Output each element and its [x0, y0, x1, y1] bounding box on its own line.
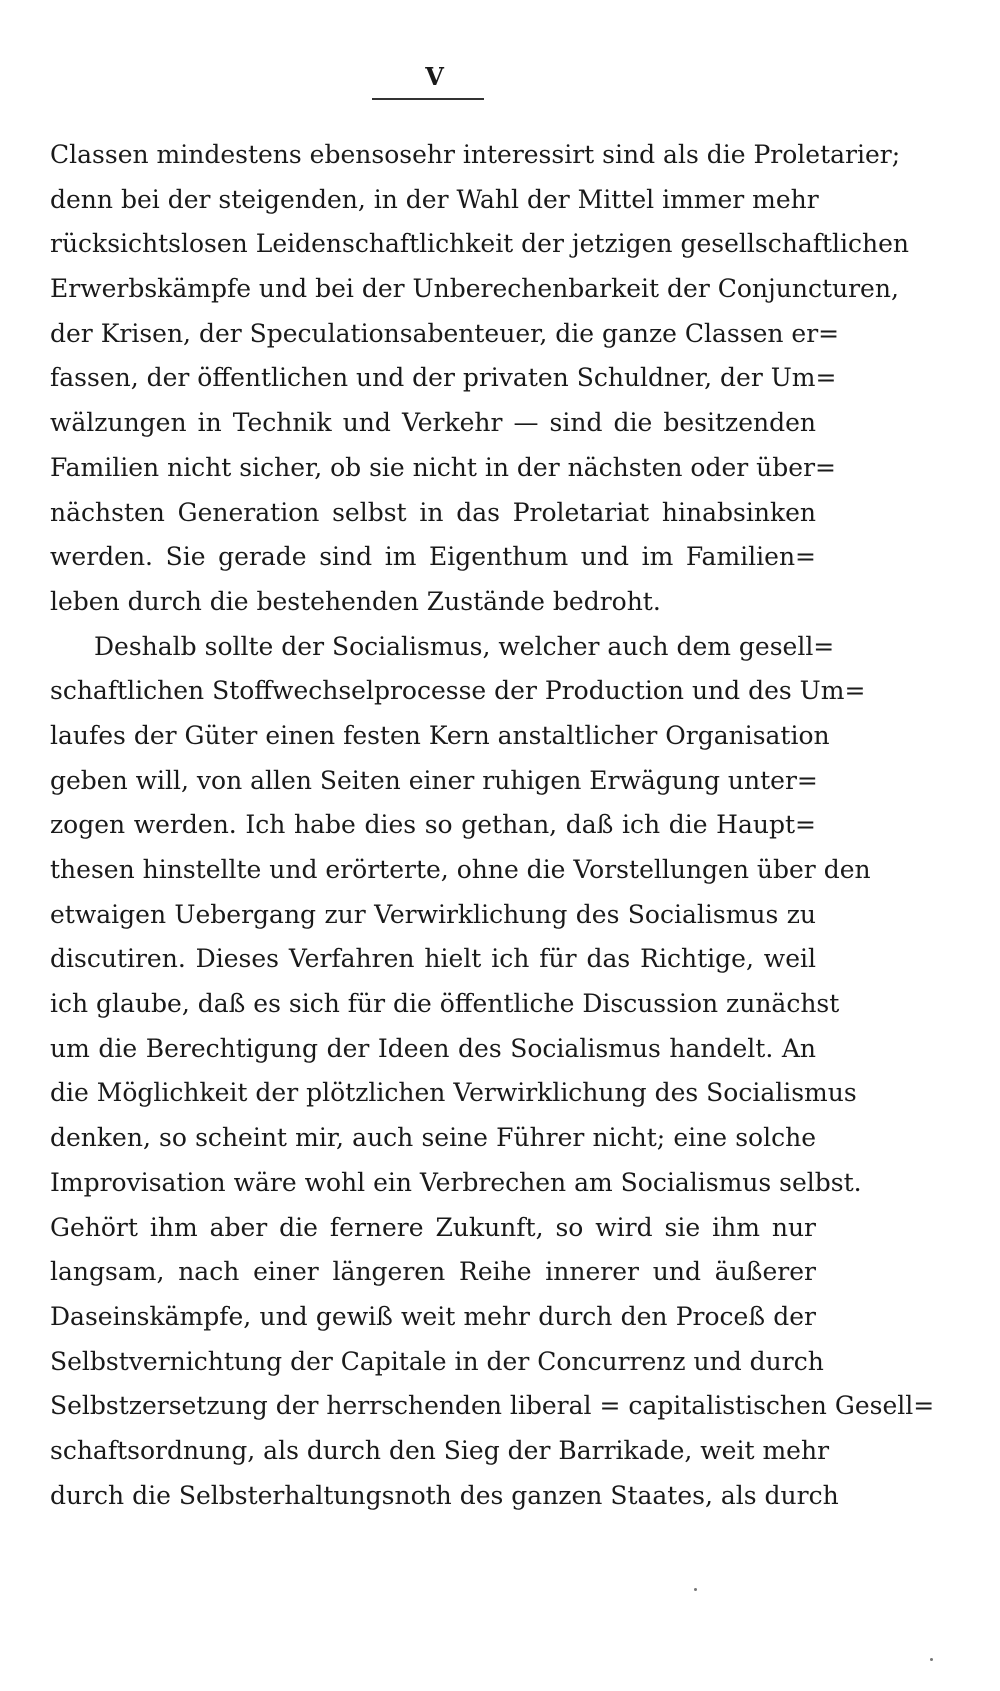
paragraph [50, 133, 910, 625]
text-line: Daseinskämpfe, und gewiß weit mehr durch den Proceß der [50, 1301, 816, 1331]
text-line: Gehört ihm aber die fernere Zukunft, so wird sie ihm nur [50, 1212, 816, 1242]
paragraph [50, 625, 935, 1519]
text-line: leben durch die bestehenden Zustände bedroht. [50, 586, 661, 616]
text-line: der Krisen, der Speculationsabenteuer, die ganze Classen er= [50, 318, 840, 348]
text-line: fassen, der öffentlichen und der privaten Schuldner, der Um= [50, 363, 837, 393]
text-line: Classen mindestens ebensosehr interessirt sind als die Proletarier; [50, 140, 901, 169]
text-line: werden. Sie gerade sind im Eigenthum und im Familien= [50, 542, 816, 572]
text-line: nächsten Generation selbst in das Proletariat hinabsinken [50, 497, 816, 527]
page-number: V [425, 62, 445, 91]
text-line: wälzungen in Technik und Verkehr — sind die besitzenden [50, 408, 816, 438]
text-line: zogen werden. Ich habe dies so gethan, daß ich die Haupt= [50, 810, 816, 840]
scan-speck [694, 1588, 697, 1591]
text-line: Deshalb sollte der Socialismus, welcher auch dem gesell= [94, 631, 835, 661]
text-line: Selbstvernichtung der Capitale in der Concurrenz und durch [50, 1346, 824, 1376]
text-line: geben will, von allen Seiten einer ruhigen Erwägung unter= [50, 765, 818, 795]
text-line: denn bei der steigenden, in der Wahl der Mittel immer mehr [50, 184, 819, 214]
text-line: Erwerbskämpfe und bei der Unberechenbarkeit der Conjuncturen, [50, 274, 899, 304]
text-line: thesen hinstellte und erörterte, ohne die Vorstellungen über den [50, 855, 871, 884]
text-line: durch die Selbsterhaltungsnoth des ganzen Staates, als durch [50, 1480, 839, 1510]
text-line: denken, so scheint mir, auch seine Führer nicht; eine solche [50, 1123, 816, 1153]
text-line: discutiren. Dieses Verfahren hielt ich für das Richtige, weil [50, 944, 816, 974]
body-text [50, 133, 935, 1518]
text-line: langsam, nach einer längeren Reihe innerer und äußerer [50, 1257, 816, 1287]
text-line: schaftsordnung, als durch den Sieg der Barrikade, weit mehr [50, 1435, 830, 1465]
text-line: laufes der Güter einen festen Kern anstaltlicher Organisation [50, 720, 830, 750]
header-rule [372, 98, 484, 100]
text-line: Improvisation wäre wohl ein Verbrechen am Socialismus selbst. [50, 1167, 862, 1197]
text-line: etwaigen Uebergang zur Verwirklichung des Socialismus zu [50, 899, 816, 929]
text-line: die Möglichkeit der plötzlichen Verwirklichung des Socialismus [50, 1078, 857, 1108]
text-line: ich glaube, daß es sich für die öffentliche Discussion zunächst [50, 989, 840, 1019]
scan-speck [930, 1658, 933, 1661]
text-line: Selbstzersetzung der herrschenden liberal = capitalistischen Gesell= [50, 1391, 935, 1421]
text-line: schaftlichen Stoffwechselprocesse der Production und des Um= [50, 676, 866, 706]
text-line: um die Berechtigung der Ideen des Socialismus handelt. An [50, 1033, 816, 1063]
text-line: rücksichtslosen Leidenschaftlichkeit der jetzigen gesellschaftlichen [50, 229, 910, 259]
text-line: Familien nicht sicher, ob sie nicht in der nächsten oder über= [50, 452, 836, 482]
